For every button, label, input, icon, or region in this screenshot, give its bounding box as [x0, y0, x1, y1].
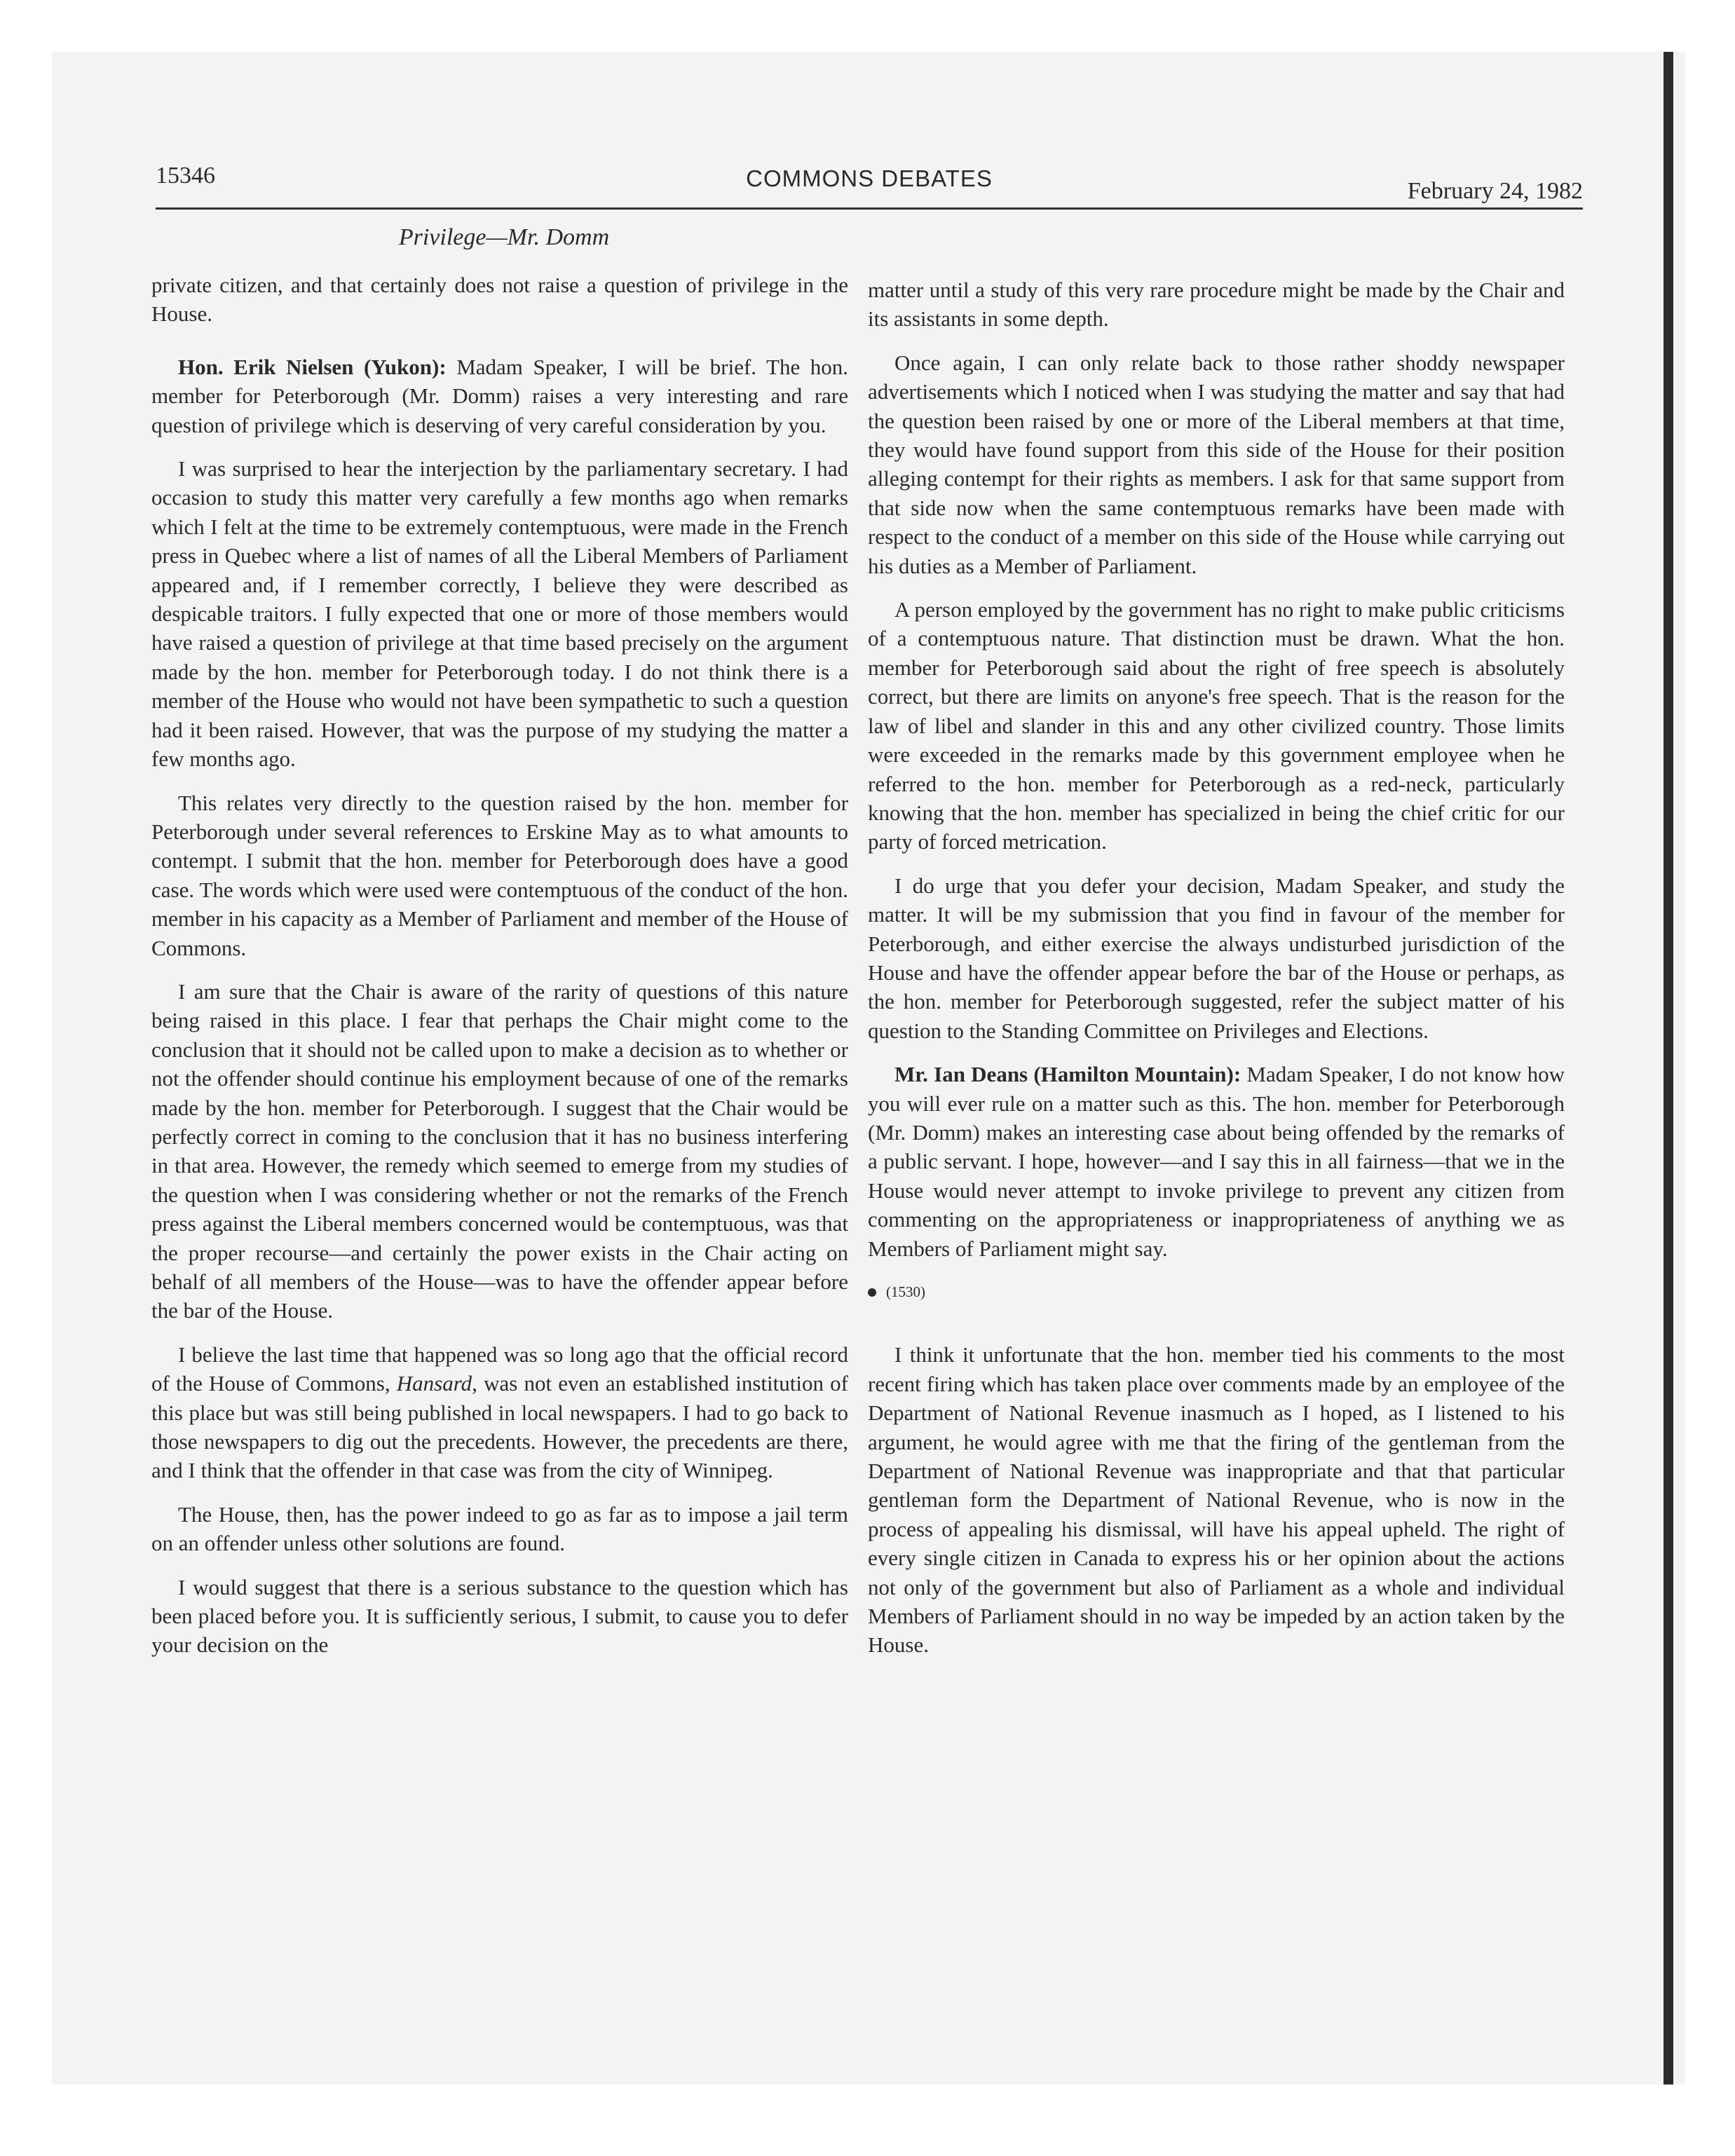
speech-paragraph — [868, 1060, 1565, 1263]
left-column — [151, 271, 848, 1674]
paragraph: I do urge that you defer your decision, Madam Speaker, and study the matter. It will be my submission that you find in favour of the member for Peterborough, and either exercise the always undisturbed jurisdiction of the House and have the offender appear before the bar of the House or perhaps, as the hon. member for Peterborough suggested, refer the subject matter of his question to the Standing Committee on Privileges and Elections. — [868, 873, 1565, 1043]
paragraph: I was surprised to hear the interjection by the parliamentary secretary. I had occasion to study this matter very carefully a few months ago when remarks which I felt at the time to be extremely contemptuous, were made in the French press in Quebec where a list of names of all the Liberal Members of Parliament appeared and, if I remember correctly, I believe they were described as despicable traitors. I fully expected that one or more of those members would have raised a question of privilege at that time based precisely on the argument made by the hon. member for Peterborough today. I do not think there is a member of the House who would not have been sympathetic to such a question had it been raised. However, that was the purpose of my studying the matter a few months ago. — [151, 456, 848, 772]
subject-heading: Privilege—Mr. Domm — [398, 224, 610, 250]
right-column — [868, 275, 1565, 1674]
hansard-title: Hansard — [396, 1371, 472, 1396]
page-header — [156, 163, 1583, 212]
time-marker-label: (1530) — [886, 1283, 925, 1300]
page-number: 15346 — [156, 163, 215, 189]
paragraph-text: , was not even an established institution of this place but was still being published in local newspapers. I had to go back to those newspapers to dig out the precedents. However, the precedents are there, and I think that the offender in that case was from the city of Winnipeg. — [151, 1371, 848, 1483]
issue-date: February 24, 1982 — [1407, 178, 1583, 204]
bullet-icon — [868, 1288, 876, 1297]
paragraph: I am sure that the Chair is aware of the rarity of questions of this nature being raised in this place. I fear that perhaps the Chair might come to the conclusion that it should not be called upon to make a decision as to whether or not the offender should continue his employment because of one of the remarks made by the hon. member for Peterborough. I suggest that the Chair would be perfectly correct in coming to the conclusion that it has no business interfering in that area. However, the remedy which seemed to emerge from my studies of the question when I was considering whether or not the remarks of the French press against the Liberal members concerned would be contemptuous, was that the proper recourse—and certainly the power exists in the Chair acting on behalf of all members of the House—was to have the offender appear before the bar of the House. — [151, 978, 848, 1323]
scan-edge-bar — [1663, 52, 1673, 2085]
header-rule — [156, 207, 1583, 210]
paragraph: This relates very directly to the question raised by the hon. member for Peterborough under several references to Erskine May as to what amounts to contempt. I submit that the hon. member for Peterborough does have a good case. The words which were used were contemptuous of the conduct of the hon. member in his capacity as a Member of Parliament and member of the House of Commons. — [151, 790, 848, 960]
speech-paragraph — [151, 353, 848, 439]
paragraph: private citizen, and that certainly does not raise a question of privilege in the House. — [151, 273, 848, 327]
speaker-name: Hon. Erik Nielsen (Yukon): — [178, 354, 447, 379]
paragraph-text: I believe the last time that happened was so long ago that the official record of the House of Commons, — [151, 1342, 848, 1396]
paragraph: I would suggest that there is a serious substance to the question which has been placed before you. It is sufficiently serious, I submit, to cause you to defer your decision on the — [151, 1574, 848, 1658]
speaker-name: Mr. Ian Deans (Hamilton Mountain): — [894, 1062, 1241, 1087]
time-marker — [868, 1278, 1565, 1306]
running-title: COMMONS DEBATES — [746, 165, 993, 191]
speech-text: Madam Speaker, I will be brief. The hon. member for Peterborough (Mr. Domm) raises a very interesting and rare question of privilege which is deserving of very careful consideration by you. — [151, 354, 849, 437]
paragraph: I think it unfortunate that the hon. member tied his comments to the most recent firing which has taken place over comments made by an employee of the Department of National Revenue inasmuch as I hoped, as I listened to his argument, he would agree with me that the firing of the gentleman from the Department of National Revenue was inappropriate and that that particular gentleman form the Department of National Revenue, who is now in the process of appealing his dismissal, will have his appeal upheld. The right of every single citizen in Canada to express his or her opinion about the actions not only of the government but also of Parliament as a whole and individual Members of Parliament should in no way be impeded by an action taken by the House. — [868, 1342, 1565, 1658]
paragraph — [151, 1340, 848, 1485]
paragraph: A person employed by the government has no right to make public criticisms of a contemptuous nature. That distinction must be drawn. What the hon. member for Peterborough said about the right of free speech is absolutely correct, but there are limits on anyone's free speech. That is the reason for the law of libel and slander in this and any other civilized country. Those limits were exceeded in the remarks made by this government employee when he referred to the hon. member for Peterborough as a red-neck, particularly knowing that the hon. member has specialized in being the chief critic for our party of forced metrication. — [868, 597, 1565, 854]
paragraph: The House, then, has the power indeed to go as far as to impose a jail term on an offender unless other solutions are found. — [151, 1501, 848, 1556]
paragraph: Once again, I can only relate back to those rather shoddy newspaper advertisements which I noticed when I was studying the matter and say that had the question been raised by one or more of the Liberal members at that time, they would have found support from this side of the House for their position alleging contempt for their rights as members. I ask for that same support from that side now when the same contemptuous remarks have been made with respect to the conduct of a member on this side of the House while carrying out his duties as a Member of Parliament. — [868, 350, 1565, 578]
paragraph: matter until a study of this very rare procedure might be made by the Chair and its assistants in some depth. — [868, 278, 1565, 332]
speech-text: Madam Speaker, I do not know how you will ever rule on a matter such as this. The hon. member for Peterborough (Mr. Domm) makes an interesting case about being offended by the remarks of a public servant. I hope, however—and I say this in all fairness—that we in the House would never attempt to invoke privilege to prevent any citizen from commenting on the appropriateness or inappropriateness of anything we as Members of Parliament might say. — [868, 1062, 1565, 1261]
